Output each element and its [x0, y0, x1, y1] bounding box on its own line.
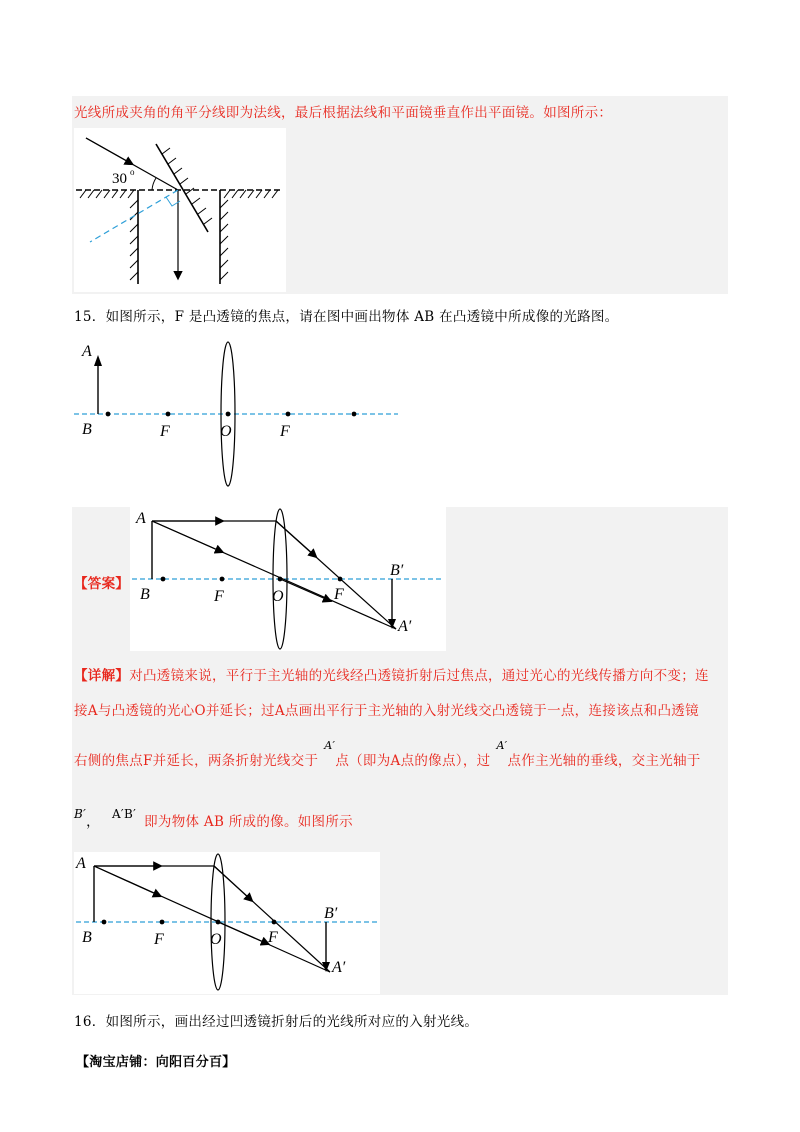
detail-tag: 【详解】 [74, 668, 130, 684]
q16-text: 16．如图所示，画出经过凹透镜折射后的光线所对应的入射光线。 [74, 1014, 479, 1030]
detail-line3: 右侧的焦点F并延长，两条折射光线交于$^{A'}$点（即为A点的像点），过$^{A'}$点作主光轴的垂线，交主光轴于 [74, 739, 701, 769]
label-F2: F [280, 423, 290, 440]
angle-unit: o [130, 167, 135, 177]
label-B: B [82, 421, 92, 438]
detail-figure [74, 852, 380, 994]
det-label-B: B [82, 929, 92, 946]
det-label-Ap: A′ [332, 959, 346, 976]
angle-label: 30 [112, 171, 127, 187]
label-F1: F [160, 423, 170, 440]
label-O: O [220, 423, 232, 440]
ans-label-F1: F [214, 588, 224, 605]
ans-label-F2: F [334, 586, 344, 603]
mirror-figure [74, 128, 286, 292]
detail-line4: B′， A′B′ 即为物体 AB 所成的像。如图所示 [74, 807, 353, 830]
det-label-O: O [210, 931, 222, 948]
ans-label-Bp: B′ [390, 562, 404, 579]
ans-label-A: A [136, 510, 146, 527]
ans-label-O: O [272, 588, 284, 605]
top-answer-text: 光线所成夹角的角平分线即为法线，最后根据法线和平面镜垂直作出平面镜。如图所示： [74, 105, 613, 121]
q15-figure [72, 340, 402, 490]
det-label-F1: F [154, 931, 164, 948]
det-label-F2: F [268, 929, 278, 946]
footer-shop: 【淘宝店铺：向阳百分百】 [76, 1055, 236, 1070]
ans-label-Ap: A′ [398, 618, 412, 635]
det-label-Bp: B′ [324, 905, 338, 922]
det-label-A: A [76, 855, 86, 872]
answer-figure [130, 507, 446, 651]
detail-line1: 【详解】对凸透镜来说，平行于主光轴的光线经凸透镜折射后过焦点，通过光心的光线传播方向不变；连 [74, 668, 709, 684]
q15-text: 15．如图所示，F 是凸透镜的焦点，请在图中画出物体 AB 在凸透镜中所成像的光路图。 [74, 309, 619, 325]
label-A: A [82, 343, 92, 360]
detail-line2: 接A与凸透镜的光心O并延长；过A点画出平行于主光轴的入射光线交凸透镜于一点，连接该点和凸透镜 [74, 703, 699, 719]
answer-tag: 【答案】 [74, 576, 130, 592]
ans-label-B: B [140, 586, 150, 603]
